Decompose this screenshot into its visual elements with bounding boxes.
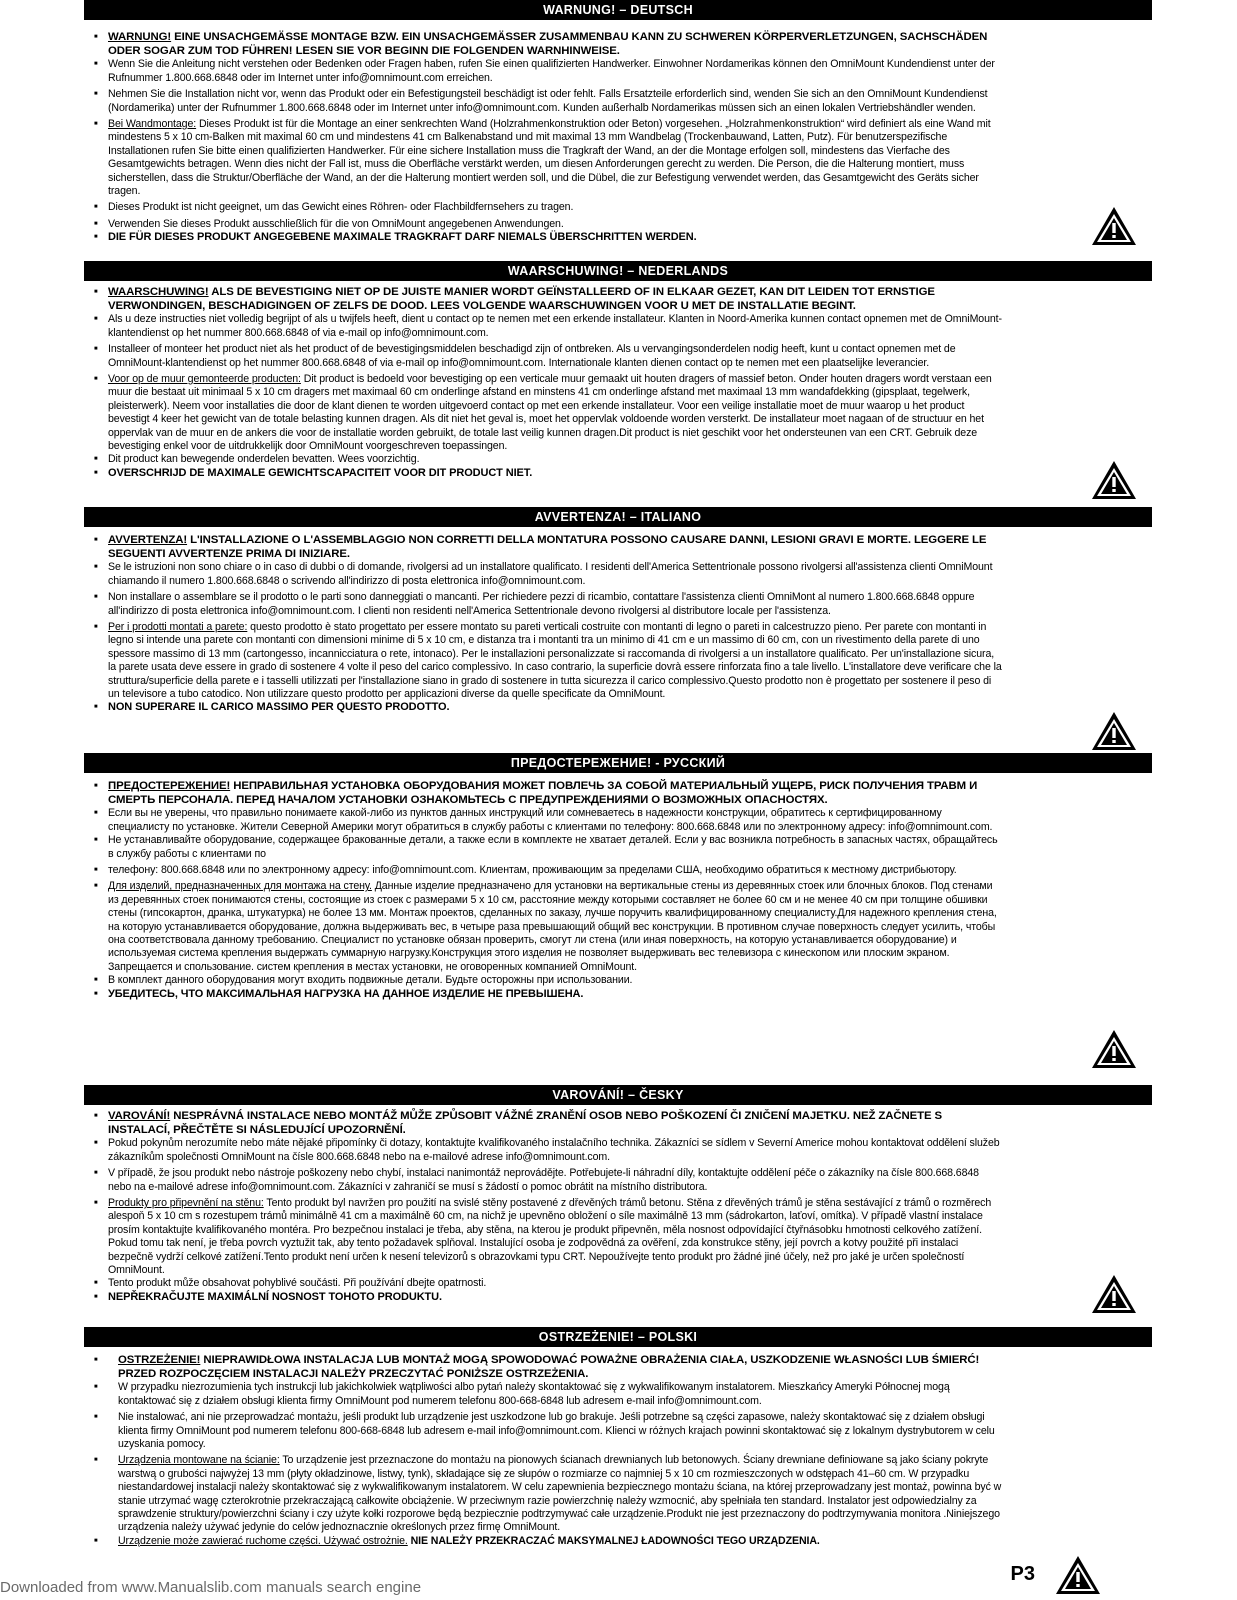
warning-heading — [84, 1109, 1002, 1137]
list-item — [84, 1535, 1002, 1548]
item-lead: Для изделий, предназначенных для монтажа на стену. — [108, 880, 372, 893]
item-text: To urządzenie jest przeznaczone do montażu na pionowych ścianach drewnianych lub betonowych. Ściany drewniane definiowane są jako ściany pokryte warstwą o grubości najwyżej 13 mm (płyty okładzinowe, listwy, tynk), składające się ze słupów o rozmiarze co najmniej 5 x 10 cm rozmieszczonych w odstępach 41–60 cm. W przypadku niestandardowej instalacji należy skontaktować się z wykwalifikowanym instalatorem. W celu zapewnienia bezpiecznego montażu ściana, na której przeprowadzany jest montaż, powinna być w stanie utrzymać wagę czterokrotnie przekraczającą całkowite obciążenie. W przeciwnym razie powierzchnię należy wzmocnić, aby spełniała ten standard. Instalator jest odpowiedzialny za sprawdzenie struktury/powierzchni ściany i czy użyte kołki rozporowe będą bezpiecznie podtrzymywać całe urządzenie.Produkt nie jest przeznaczony do podtrzymywania monitora .Niniejszego urządzenia należy używać jedynie do celów jednoznacznie określonych przez firmę OmniMount. — [118, 1454, 1002, 1534]
warning-list — [84, 1347, 1152, 1548]
warning-list — [84, 1105, 1152, 1304]
heading-lead: VAROVÁNÍ! — [108, 1110, 171, 1122]
warning-triangle-icon — [1054, 1554, 1102, 1596]
item-text: Tento produkt byl navržen pro použití na svislé stěny postavené z dřevěných trámů betonu. Stěna z dřevěných trámů je stěna sestávající z trámů o rozměrech alespoň 5 x 10 cm s rozestupem trámů minimálně 41 cm a maximálně 60 cm, na nichž je upevněno obložení o síle maximálně 13 mm (sádrokarton, laťoví, omítka). V případě vlastní instalace prosím kontaktujte kvalifikovaného montéra. Pro bezpečnou instalaci je třeba, aby stěna, na kterou je produkt připevněn, měla nosnost odpovídající čtyřnásobku hmotnosti celkového zatížení. Pokud tomu tak není, je třeba povrch vyztužit tak, aby tento požadavek splňoval. Instalující osoba je zodpovědná za ověření, zda konstrukce stěny, její povrch a kotvy použité při instalaci bezpečně vydrží celkové zatížení.Tento produkt není určen k nesení televizorů s obrazovkami typu CRT. Nepoužívejte tento produkt pro žádné jiné účely, než pro jaké je určen společností OmniMount. — [108, 1197, 992, 1277]
page-number: P3 — [1010, 1563, 1035, 1585]
list-item: ■ телефону: 800.668.6848 или по электронному адресу: info@omnimount.com. Клиентам, проживающим за пределами США, необходимо обратиться к местному дистрибьютору. — [84, 864, 1002, 877]
section-title: WAARSCHUWING! – NEDERLANDS — [84, 261, 1152, 281]
list-item: ■ Se le istruzioni non sono chiare o in caso di dubbi o di domande, rivolgersi ad un installatore qualificato. I residenti dell'America Settentrionale possono rivolgersi all'assistenza clienti OmniMount chiamando il numero 1.800.668.6848 o scrivendo all'indirizzo di posta elettronica info@omnimount.com. — [84, 561, 1002, 588]
warning-heading — [84, 285, 1002, 313]
list-item — [84, 118, 1002, 198]
item-text: Dit product is bedoeld voor bevestiging op een verticale muur gemaakt uit houten dragers of massief beton. Onder houten dragers wordt verstaan een muur die bestaat uit minimaal 5 x 10 cm dragers met maximaal 60 cm onderlinge afstand en minstens 41 cm onderlinge afstand met maximaal 13 mm wandafdekking (gipsplaat, tegelwerk, pleisterwerk). Neem voor installaties die door de klant dienen te worden uitgevoerd contact op met een erkende installateur. Voor een veilige installatie moet de muur waarop u het product bevestigt 4 keer het gewicht van de totale belasting kunnen dragen. Als dit niet het geval is, moet het oppervlak voldoende worden versterkt. De installateur moet nagaan of de structuur en het oppervlak van de muur en de ankers die voor de installatie worden gebruikt, de totale last veilig kunnen dragen.Dit product is niet geschikt voor het ondersteunen van een CRT. Gebruik deze bevestiging enkel voor de uitdrukkelijk door OmniMount voorgeschreven toepassingen. — [108, 373, 992, 453]
section-title: OSTRZEŻENIE! – POLSKI — [84, 1327, 1152, 1347]
heading-lead: AVVERTENZA! — [108, 534, 188, 546]
warning-list — [84, 773, 1152, 1001]
warning-list — [84, 281, 1152, 480]
heading-lead: WAARSCHUWING! — [108, 286, 209, 298]
section-polish — [84, 1327, 1152, 1548]
warning-list — [84, 527, 1152, 715]
heading-lead: OSTRZEŻENIE! — [118, 1354, 201, 1366]
list-item: ■ Non installare o assemblare se il prodotto o le parti sono danneggiati o mancanti. Per richiedere pezzi di ricambio, contattare l'assistenza clienti OmniMont al numero 1.800.668.6848 oppure all'indirizzo di posta elettronica info@omnimount.com. I clienti non residenti nell'America Settentrionale devono rivolgersi al distributore locale per l'assistenza. — [84, 591, 1002, 618]
heading-text: NESPRÁVNÁ INSTALACE NEBO MONTÁŽ MŮŽE ZPŮSOBIT VÁŽNÉ ZRANĚNÍ OSOB NEBO POŠKOZENÍ ČI ZNIČENÍ MAJETKU. NEŽ ZAČNETE S INSTALACÍ, PŘEČTĚTE SI NÁSLEDUJÍCÍ UPOZORNĚNÍ. — [108, 1110, 943, 1137]
item-text: questo prodotto è stato progettato per essere montato su pareti verticali costruite con montanti di legno o pareti in calcestruzzo pieno. Per parete con montanti in legno si intende una parete con montanti con dimensioni minime di 5 x 10 cm, e distanza tra i montanti tra un minimo di 41 cm e un massimo di 60 cm, con un rivestimento della parete di uno spessore massimo di 13 mm (cartongesso, incannicciatura o rete, intonaco). Per le installazioni personalizzate si raccomanda di rivolgersi a un installatore qualificato. Per un'installazione sicura, la parete usata deve essere in grado di sostenere 4 volte il peso del carico complessivo. In caso contrario, la superficie dovrà essere rinforzata fino a tale livello. L'installatore deve verificare che la struttura/superficie della parete e i tasselli utilizzati per l'installazione siano in grado di sostenere in tutta sicurezza il carico complessivo.Questo prodotto non è progettato per sostenere il peso di un televisore a tubo catodico. Non utilizzare questo prodotto per applicazioni diverse da quelle specificate da OmniMount. — [108, 621, 1002, 701]
warning-heading — [84, 1353, 1002, 1381]
list-item: ■ Als u deze instructies niet volledig begrijpt of als u twijfels heeft, dient u contact op te nemen met een erkende installateur. Klanten in Noord-Amerika kunnen contact opnemen met de OmniMount-klantendienst op het nummer 800.668.6848 of via e-mail op info@omnimount.com. — [84, 313, 1002, 340]
section-russian — [84, 753, 1152, 1001]
heading-text: L'INSTALLAZIONE O L'ASSEMBLAGGIO NON CORRETTI DELLA MONTATURA POSSONO CAUSARE DANNI, LESIONI GRAVI E MORTE. LEGGERE LE SEGUENTI AVVERTENZE PRIMA DI INIZIARE. — [108, 534, 987, 561]
heading-lead: ПРЕДОСТЕРЕЖЕНИЕ! — [108, 780, 231, 792]
list-item — [84, 880, 1002, 974]
warning-footer: ■ УБЕДИТЕСЬ, ЧТО МАКСИМАЛЬНАЯ НАГРУЗКА НА ДАННОЕ ИЗДЕЛИЕ НЕ ПРЕВЫШЕНА. — [84, 988, 1002, 1001]
list-item: ■ Если вы не уверены, что правильно понимаете какой-либо из пунктов данных инструкций или сомневаетесь в надежности конструкции, обратитесь к сертифицированному специалисту по установке. Жители Северной Америки могут обратиться в службу работы с клиентами по телефону: 800.668.6848 или по электронному адресу: info@omnimount.com. — [84, 807, 1002, 834]
section-title: AVVERTENZA! – ITALIANO — [84, 507, 1152, 527]
warning-footer: NIE NALEŻY PRZEKRACZAĆ MAKSYMALNEJ ŁADOWNOŚCI TEGO URZĄDZENIA. — [410, 1534, 820, 1547]
warning-footer: ■ NEPŘEKRAČUJTE MAXIMÁLNÍ NOSNOST TOHOTO PRODUKTU. — [84, 1291, 1002, 1304]
warning-triangle-icon — [1090, 1273, 1138, 1315]
item-lead: Voor op de muur gemonteerde producten: — [108, 373, 301, 386]
list-item — [84, 621, 1002, 701]
item-text: Dieses Produkt ist für die Montage an einer senkrechten Wand (Holzrahmenkonstruktion oder Beton) vorgesehen. „Holzrahmenkonstruktion“ wird definiert als eine Wand mit mindestens 5 x 10 cm-Balken mit maximal 60 cm und mindestens 41 cm Balkenabstand und mit maximal 13 mm Wandbelag (Trockenbauwand, Latten, Putz). Für benutzerspezifische Installationen rufen Sie bitte einen qualifizierten Handwerker. Für eine sichere Installation muss die Tragkraft der Wand, an der die Montage erfolgen soll, mindestens das Vierfache des Gesamtgewichts betragen. Wenn dies nicht der Fall ist, muss die Oberfläche verstärkt werden, um diesen Anforderungen gerecht zu werden. Die Person, die die Halterung montiert, muss sicherstellen, dass die Struktur/Oberfläche der Wand, an der die Halterung montiert werden soll, und die Dübel, die zur Befestigung verwendet werden, das Gesamtgewicht des Geräts sicher tragen. — [108, 118, 991, 198]
warning-heading — [84, 779, 1002, 807]
list-item — [84, 1197, 1002, 1277]
list-item — [84, 1454, 1002, 1534]
heading-text: ALS DE BEVESTIGING NIET OP DE JUISTE MANIER WORDT GEÏNSTALLEERD OF IN ELKAAR GEZET, KAN DIT LEIDEN TOT ERNSTIGE VERWONDINGEN, BESCHADIGINGEN OF ZELFS DE DOOD. LEES VOLGENDE WAARSCHUWINGEN VOOR U MET DE INSTALLATIE BEGINT. — [108, 286, 935, 313]
item-lead: Urządzenie może zawierać ruchome części. Używać ostrożnie. — [118, 1534, 408, 1547]
item-lead: Per i prodotti montati a parete: — [108, 621, 248, 634]
section-german — [84, 0, 1152, 245]
list-item — [84, 373, 1002, 453]
warning-footer: ■ DIE FÜR DIESES PRODUKT ANGEGEBENE MAXIMALE TRAGKRAFT DARF NIEMALS ÜBERSCHRITTEN WERDEN. — [84, 231, 1002, 244]
heading-text: EINE UNSACHGEMÄSSE MONTAGE BZW. EIN UNSACHGEMÄSSER ZUSAMMENBAU KANN ZU SCHWEREN KÖRPERVERLETZUNGEN, SACHSCHÄDEN ODER SOGAR ZUM TOD FÜHREN! LESEN SIE VOR BEGINN DIE FOLGENDEN WARNHINWEISE. — [108, 31, 988, 58]
section-dutch — [84, 261, 1152, 480]
item-text: Данные изделие предназначено для установки на вертикальные стены из деревянных стоек или блочных блоков. Под стенами из деревянных стоек понимаются стены, состоящие из стоек с размерами 5 x 10 см, расстояние между которыми составляет не более 60 см и не менее 40 см при толщине обшивки стены (гипсокартон, дранка, штукатурка) не более 13 мм. Монтаж проектов, сделанных по заказу, лучше поручить квалифицированному специалисту.Для надежного крепления стена, на которую устанавливается оборудование, должна выдерживать вес, в четыре раза превышающий общий вес конструкции. В противном случае поверхность следует усилить, чтобы она соответствовала данному требованию. Специалист по установке обязан проверить, смогут ли стена (или иная поверхность, на которую устанавливается оборудование) и используемая система крепления выдержать суммарную нагрузку.Конструкция этого изделия не позволяет выдерживать вес телевизора с кинескопом или плоским экраном. Запрещается и спользование. систем крепления в местах установки, не оговоренных компанией OmniMount. — [108, 880, 997, 973]
download-watermark: Downloaded from www.Manualslib.com manuals search engine — [0, 1579, 422, 1596]
warning-triangle-icon — [1090, 1028, 1138, 1070]
heading-text: NIEPRAWIDŁOWA INSTALACJA LUB MONTAŻ MOGĄ SPOWODOWAĆ POWAŻNE OBRAŻENIA CIAŁA, USZKODZENIE WŁASNOŚCI LUB ŚMIERĆ! PRZED ROZPOCZĘCIEM INSTALACJI NALEŻY PRZECZYTAĆ PONIŻSZE OSTRZEŻENIA. — [118, 1354, 980, 1381]
section-title: WARNUNG! – DEUTSCH — [84, 0, 1152, 20]
list-item: ■ Не устанавливайте оборудование, содержащее бракованные детали, а также если в комплекте не хватает деталей. Если у вас возникла потребность в запасных частях, обращайтесь в службу работы с клиентами по — [84, 834, 1002, 861]
heading-lead: WARNUNG! — [108, 31, 172, 43]
warning-list — [84, 20, 1152, 245]
list-item: ■ V případě, že jsou produkt nebo nástroje poškozeny nebo chybí, instalaci nanimontáž neprovádějte. Potřebujete-li náhradní díly, kontaktujte oddělení péče o zákazníky na čísle 800.668.6848 nebo na e-mailové adrese info@omnimount.com. Zákazníci v zahraničí se musí s žádostí o pomoc obrátit na místního distributora. — [84, 1167, 1002, 1194]
section-title: ПРЕДОСТЕРЕЖЕНИЕ! - РУССКИЙ — [84, 753, 1152, 773]
section-title: VAROVÁNÍ! – ČESKY — [84, 1085, 1152, 1105]
warning-footer: ■ NON SUPERARE IL CARICO MASSIMO PER QUESTO PRODOTTO. — [84, 701, 1002, 714]
list-item: ■ В комплект данного оборудования могут входить подвижные детали. Будьте осторожны при использовании. — [84, 974, 1002, 987]
section-czech — [84, 1085, 1152, 1304]
list-item: ■ Installeer of monteer het product niet als het product of de bevestigingsmiddelen beschadigd zijn of ontbreken. Als u vervangingsonderdelen nodig heeft, kunt u contact opnemen met de OmniMount-klantendienst op het nummer 800.668.6848 of via e-mail op info@omnimount.com. Internationale klanten dienen contact op te nemen met een plaatselijke leverancier. — [84, 343, 1002, 370]
warning-triangle-icon — [1090, 710, 1138, 752]
item-lead: Urządzenia montowane na ścianie: — [118, 1454, 280, 1467]
warning-triangle-icon — [1090, 205, 1138, 247]
section-italian — [84, 507, 1152, 715]
list-item: ■ Dit product kan bewegende onderdelen bevatten. Wees voorzichtig. — [84, 453, 1002, 466]
list-item: ■ Verwenden Sie dieses Produkt ausschließlich für die von OmniMount angegebenen Anwendungen. — [84, 218, 1002, 231]
heading-text: НЕПРАВИЛЬНАЯ УСТАНОВКА ОБОРУДОВАНИЯ МОЖЕТ ПОВЛЕЧЬ ЗА СОБОЙ МАТЕРИАЛЬНЫЙ УЩЕРБ, РИСК ПОЛУЧЕНИЯ ТРАВМ И СМЕРТЬ ПЕРСОНАЛА. ПЕРЕД НАЧАЛОМ УСТАНОВКИ ОЗНАКОМЬТЕСЬ С ПРЕДУПРЕЖДЕНИЯМИ О ВОЗМОЖНЫХ ОПАСНОСТЯХ. — [108, 780, 978, 807]
warning-heading — [84, 533, 1002, 561]
item-lead: Bei Wandmontage: — [108, 118, 197, 131]
list-item: ■ Dieses Produkt ist nicht geeignet, um das Gewicht eines Röhren- oder Flachbildfernsehers zu tragen. — [84, 201, 1002, 214]
warning-footer: ■ OVERSCHRIJD DE MAXIMALE GEWICHTSCAPACITEIT VOOR DIT PRODUCT NIET. — [84, 467, 1002, 480]
list-item: ■ W przypadku niezrozumienia tych instrukcji lub jakichkolwiek wątpliwości albo pytań należy skontaktować się z wykwalifikowanym instalatorem. Mieszkańcy Ameryki Północnej mogą kontaktować się z działem obsługi klienta firmy OmniMount pod numerem telefonu 800-668-6848 lub adresem e-mail info@omnimount.com. — [84, 1381, 1002, 1408]
warning-triangle-icon — [1090, 459, 1138, 501]
list-item: ■ Nie instalować, ani nie przeprowadzać montażu, jeśli produkt lub urządzenie jest uszkodzone lub go brakuje. Jeśli potrzebne są części zapasowe, należy skontaktować się z działem obsługi klienta firmy OmniMount pod numerem telefonu 800-668-6848 lub adresem e-mail info@omnimount.com. Klienci w różnych krajach powinni skontaktować się z lokalnym dystrybutorem w celu uzyskania pomocy. — [84, 1411, 1002, 1451]
item-lead: Produkty pro připevnění na stěnu: — [108, 1197, 264, 1210]
list-item: ■ Nehmen Sie die Installation nicht vor, wenn das Produkt oder ein Befestigungsteil beschädigt ist oder fehlt. Falls Ersatzteile erforderlich sind, wenden Sie sich an den OmniMount Kundendienst (Nordamerika) unter der Rufnummer 1.800.668.6848 oder im Internet unter info@omnimount.com. Kunden außerhalb Nordamerikas müssen sich an einen lokalen Vertriebshändler wenden. — [84, 88, 1002, 115]
list-item: ■ Tento produkt může obsahovat pohyblivé součásti. Při používání dbejte opatrnosti. — [84, 1277, 1002, 1290]
warning-heading — [84, 30, 1002, 58]
list-item: ■ Pokud pokynům nerozumíte nebo máte nějaké připomínky či dotazy, kontaktujte kvalifikovaného instalačního technika. Zákazníci se sídlem v Severní Americe mohou kontaktovat oddělení služeb zákazníkům společnosti OmniMount na čísle 800.668.6848 nebo na e-mailové adrese info@omnimount.com. — [84, 1137, 1002, 1164]
list-item: ■ Wenn Sie die Anleitung nicht verstehen oder Bedenken oder Fragen haben, rufen Sie einen qualifizierten Handwerker. Einwohner Nordamerikas können den OmniMount Kundendienst unter der Rufnummer 1.800.668.6848 oder im Internet unter info@omnimount.com erreichen. — [84, 58, 1002, 85]
